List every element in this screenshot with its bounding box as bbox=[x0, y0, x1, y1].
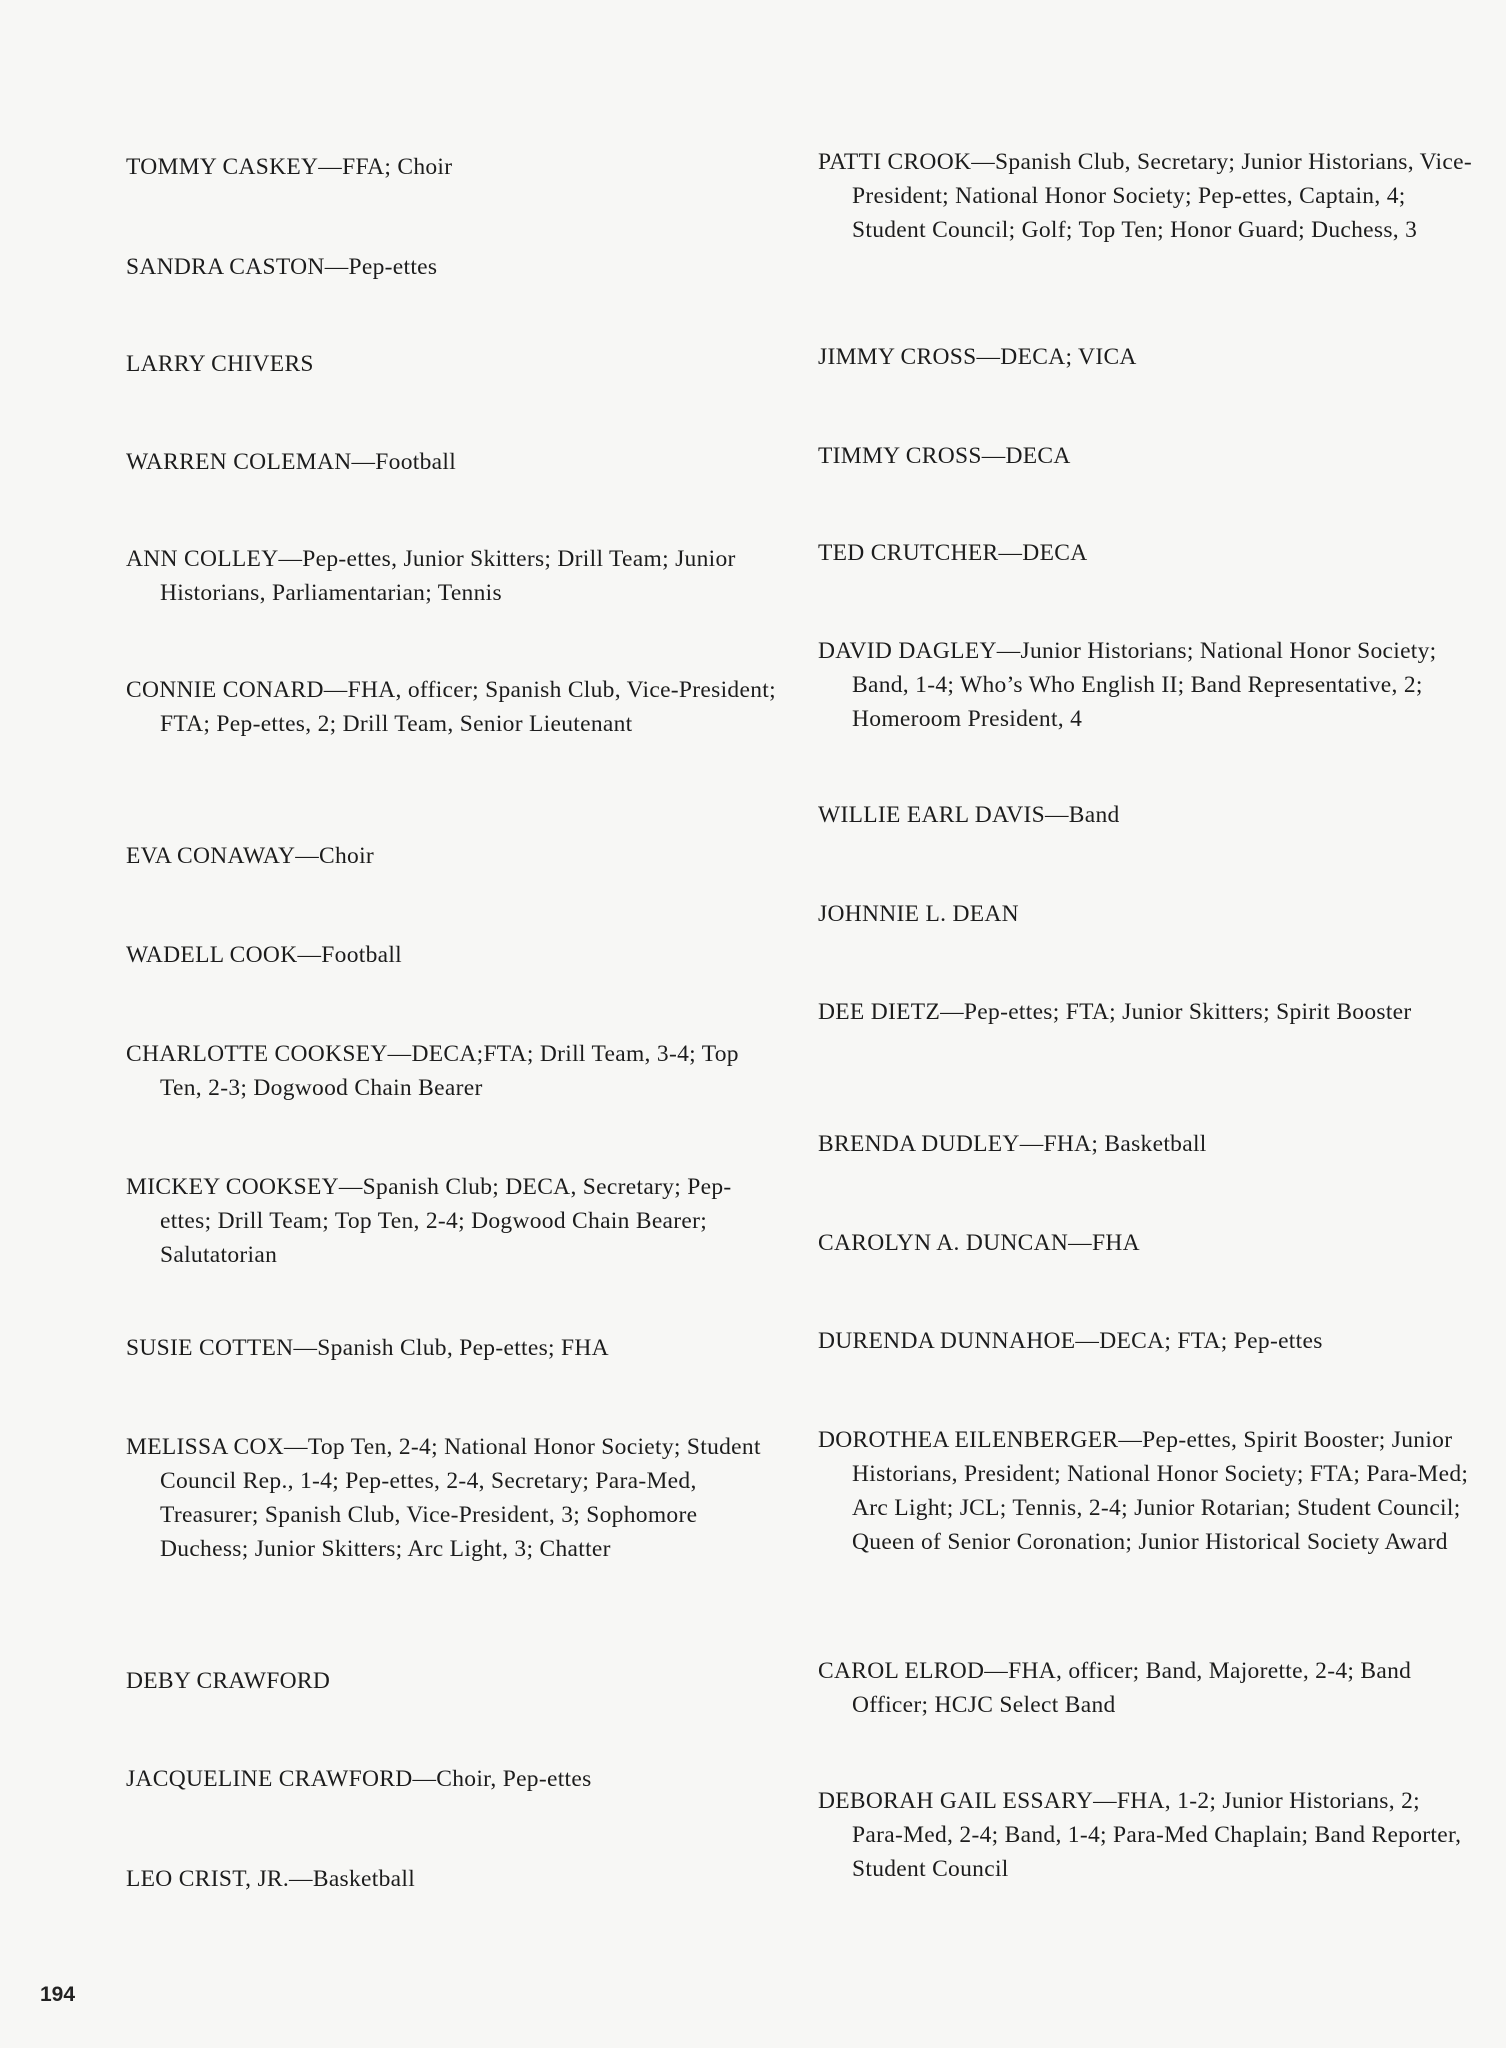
senior-entry: DEE DIETZ—Pep-ettes; FTA; Junior Skitters; Spirit Booster bbox=[818, 999, 1412, 1025]
senior-entry: SANDRA CASTON—Pep-ettes bbox=[126, 254, 438, 280]
senior-entry: TOMMY CASKEY—FFA; Choir bbox=[126, 154, 453, 180]
senior-entry: ANN COLLEY—Pep-ettes, Junior Skitters; Drill Team; Junior Historians, Parliamentarian; Tennis bbox=[126, 546, 736, 606]
senior-entry: TED CRUTCHER—DECA bbox=[818, 540, 1088, 566]
senior-entry: EVA CONAWAY—Choir bbox=[126, 843, 375, 869]
senior-entry: BRENDA DUDLEY—FHA; Basketball bbox=[818, 1131, 1207, 1157]
senior-entry: JIMMY CROSS—DECA; VICA bbox=[818, 344, 1137, 370]
senior-entry: WILLIE EARL DAVIS—Band bbox=[818, 802, 1120, 828]
senior-entry: DAVID DAGLEY—Junior Historians; National Honor Society; Band, 1-4; Who’s Who English II; Band Representative, 2; Homeroom President, 4 bbox=[818, 638, 1437, 732]
senior-entry: PATTI CROOK—Spanish Club, Secretary; Junior Historians, Vice-President; National Honor Society; Pep-ettes, Captain, 4; Student Council; Golf; Top Ten; Honor Guard; Duchess, 3 bbox=[818, 149, 1472, 243]
senior-entry: CAROL ELROD—FHA, officer; Band, Majorette, 2-4; Band Officer; HCJC Select Band bbox=[818, 1658, 1412, 1718]
senior-entry: MICKEY COOKSEY—Spanish Club; DECA, Secretary; Pep-ettes; Drill Team; Top Ten, 2-4; Dogwood Chain Bearer; Salutatorian bbox=[126, 1174, 732, 1268]
senior-entry: JOHNNIE L. DEAN bbox=[818, 901, 1019, 927]
senior-entry: DEBY CRAWFORD bbox=[126, 1668, 331, 1694]
senior-entry: WADELL COOK—Football bbox=[126, 942, 403, 968]
senior-entry: DURENDA DUNNAHOE—DECA; FTA; Pep-ettes bbox=[818, 1328, 1323, 1354]
page-number: 194 bbox=[40, 1983, 76, 2006]
senior-entry: DOROTHEA EILENBERGER—Pep-ettes, Spirit Booster; Junior Historians, President; National Honor Society; FTA; Para-Med; Arc Light; JCL; Tennis, 2-4; Junior Rotarian; Student Council; Queen of Senior Coronation; Junior Historical Society Award bbox=[818, 1427, 1469, 1555]
senior-entry: TIMMY CROSS—DECA bbox=[818, 443, 1071, 469]
senior-entry: WARREN COLEMAN—Football bbox=[126, 449, 457, 475]
senior-entry: CONNIE CONARD—FHA, officer; Spanish Club, Vice-President; FTA; Pep-ettes, 2; Drill Team, Senior Lieutenant bbox=[126, 677, 776, 737]
senior-entry: JACQUELINE CRAWFORD—Choir, Pep-ettes bbox=[126, 1766, 592, 1792]
senior-entry: DEBORAH GAIL ESSARY—FHA, 1-2; Junior Historians, 2; Para-Med, 2-4; Band, 1-4; Para-Med Chaplain; Band Reporter, Student Council bbox=[818, 1788, 1462, 1882]
senior-entry: LEO CRIST, JR.—Basketball bbox=[126, 1866, 416, 1892]
senior-entry: MELISSA COX—Top Ten, 2-4; National Honor Society; Student Council Rep., 1-4; Pep-ettes, 2-4, Secretary; Para-Med, Treasurer; Spanish Club, Vice-President, 3; Sophomore Duchess; Junior Skitters; Arc Light, 3; Chatter bbox=[126, 1434, 761, 1562]
senior-entry: SUSIE COTTEN—Spanish Club, Pep-ettes; FHA bbox=[126, 1335, 609, 1361]
senior-entry: LARRY CHIVERS bbox=[126, 351, 314, 377]
senior-entry: CAROLYN A. DUNCAN—FHA bbox=[818, 1230, 1140, 1256]
senior-entry: CHARLOTTE COOKSEY—DECA;FTA; Drill Team, 3-4; Top Ten, 2-3; Dogwood Chain Bearer bbox=[126, 1041, 739, 1101]
